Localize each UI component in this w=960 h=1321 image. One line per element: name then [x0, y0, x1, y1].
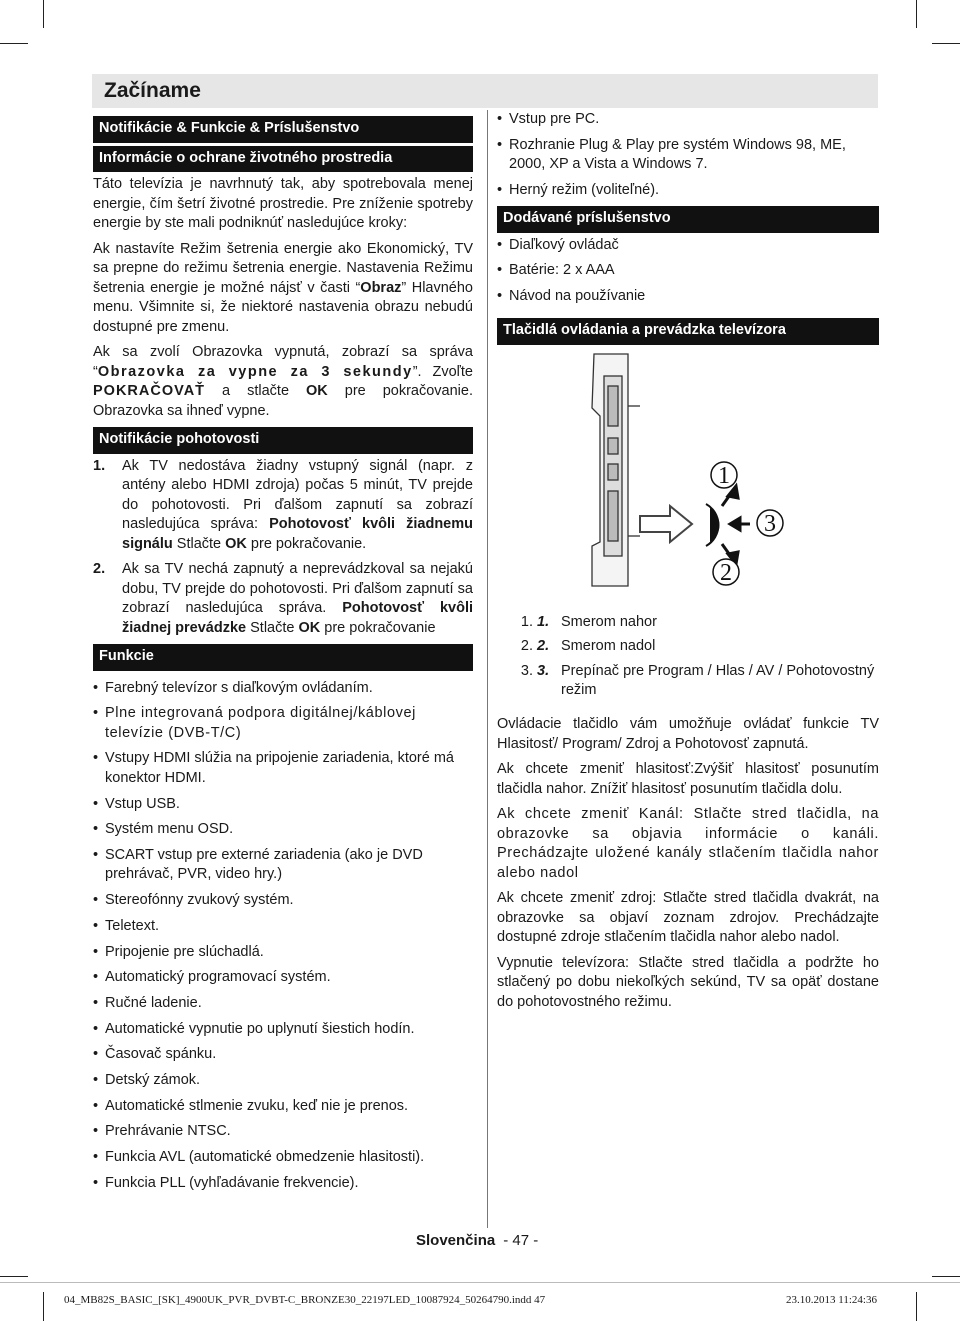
crop-mark [916, 1292, 917, 1321]
section-header-environment: Informácie o ochrane životného prostredia [93, 146, 473, 173]
crop-mark [43, 1292, 44, 1321]
crop-mark [43, 0, 44, 28]
accessories-list [497, 236, 879, 307]
list-item: • Automatické vypnutie po uplynutí šiestich hodín. [93, 1020, 473, 1040]
crop-mark [932, 1276, 960, 1277]
pointer-arrow-icon [640, 506, 692, 542]
page-title-bar [92, 74, 878, 108]
standby-list [93, 457, 473, 639]
paragraph-power-off: Vypnutie televízora: Stlačte stred tlačidla a podržte ho stlačený po dobu niekoľkých sekúnd, TV sa opäť dostane do pohotovostného režimu. [497, 954, 879, 1010]
tv-control-diagram [500, 346, 880, 594]
list-item: 1. 1. Smerom nahor [537, 613, 879, 633]
crop-mark [932, 43, 960, 44]
footer-language: Slovenčina - 47 - [416, 1232, 539, 1249]
file-info: 04_MB82S_BASIC_[SK]_4900UK_PVR_DVBT-C_BRONZE30_22197LED_10087924_50264790.indd 47 [64, 1294, 546, 1306]
right-column-lower [497, 598, 879, 1018]
list-item: • Detský zámok. [93, 1071, 473, 1091]
tv-side-panel [592, 354, 640, 586]
list-item: • Diaľkový ovládač [497, 236, 879, 256]
list-item: • Herný režim (voliteľné). [497, 181, 879, 201]
paragraph-volume: Ak chcete zmeniť hlasitosť:Zvýšiť hlasitosť posunutím tlačidla nahor. Znížiť hlasitosť posunutím tlačidla dolu. [497, 761, 879, 797]
list-item: 2. 2. Smerom nadol [537, 637, 879, 657]
list-item: • Vstupy HDMI slúžia na pripojenie zariadenia, ktoré má konektor HDMI. [93, 749, 473, 788]
section-header-features: Funkcie [93, 644, 473, 671]
list-item: • Prehrávanie NTSC. [93, 1122, 473, 1142]
file-date: 23.10.2013 11:24:36 [786, 1294, 877, 1306]
list-item: • Ručné ladenie. [93, 994, 473, 1014]
right-column [497, 110, 879, 348]
list-item: • Automatické stlmenie zvuku, keď nie je prenos. [93, 1097, 473, 1117]
list-item: • Farebný televízor s diaľkovým ovládaním. [93, 679, 473, 699]
list-item: 1. Ak TV nedostáva žiadny vstupný signál (napr. z antény alebo HDMI zdroja) počas 5 minút, TV prejde do pohotovosti. Pri ďalšom zapnutí sa zobrazí nasledujúca správa: Pohotovosť kvôli žiadnemu signálu Stlačte OK pre pokračovanie. [93, 457, 473, 552]
list-item: • Automatický programovací systém. [93, 968, 473, 988]
paragraph-screen-off: Ak sa zvolí Obrazovka vypnutá, zobrazí sa správa “Obrazovka za vypne za 3 sekundy”. Zvoľte POKRAČOVAŤ a stlačte OK pre pokračovanie. Obrazovka sa ihneď vypne. [93, 344, 473, 419]
list-item: • Vstup USB. [93, 795, 473, 815]
list-item: • SCART vstup pre externé zariadenia (ako je DVD prehrávač, PVR, video hry.) [93, 846, 473, 885]
list-item: • Plne integrovaná podpora digitálnej/káblovej televízie (DVB-T/C) [93, 704, 473, 743]
list-item: • Systém menu OSD. [93, 820, 473, 840]
list-item: • Funkcia PLL (vyhľadávanie frekvencie). [93, 1174, 473, 1194]
control-button-icon [706, 504, 719, 546]
section-header-notifications: Notifikácie & Funkcie & Príslušenstvo [93, 116, 473, 143]
footer-divider [0, 1282, 960, 1283]
list-item: • Rozhranie Plug & Play pre systém Windows 98, ME, 2000, XP a Vista a Windows 7. [497, 136, 879, 175]
crop-mark [916, 0, 917, 28]
paragraph-energy-intro: Táto televízia je navrhnutý tak, aby spotrebovala menej energie, čím šetrí životné prostredie. Pre zníženie spotreby energie by ste mali podniknúť nasledujúce kroky: [93, 176, 473, 231]
callout-3: 3 [764, 511, 776, 537]
page-title: Začíname [104, 79, 201, 102]
section-header-controls: Tlačidlá ovládania a prevádzka televízora [497, 318, 879, 345]
list-item: • Stereofónny zvukový systém. [93, 891, 473, 911]
crop-mark [0, 1276, 28, 1277]
paragraph-channel: Ak chcete zmeniť Kanál: Stlačte stred tlačidla, na obrazovke sa objavia informácie o kanáli. Prechádzajte uložené kanály stlačením tlačidla nahor alebo nadol [497, 806, 879, 881]
list-item: • Teletext. [93, 917, 473, 937]
left-column [93, 116, 473, 1199]
features-list [93, 679, 473, 1194]
page-number: - 47 - [503, 1232, 539, 1249]
arrow-icons [722, 486, 750, 564]
section-header-standby: Notifikácie pohotovosti [93, 427, 473, 454]
list-item: • Časovač spánku. [93, 1045, 473, 1065]
features-list-continued [497, 110, 879, 200]
callout-2: 2 [720, 560, 732, 586]
section-header-accessories: Dodávané príslušenstvo [497, 206, 879, 233]
list-item: • Návod na používanie [497, 287, 879, 307]
paragraph-controls-intro: Ovládacie tlačidlo vám umožňuje ovládať funkcie TV Hlasitosť/ Program/ Zdroj a Pohotovosť zapnutá. [497, 716, 879, 752]
controls-list [497, 613, 879, 701]
crop-mark [0, 43, 28, 44]
paragraph-source: Ak chcete zmeniť zdroj: Stlačte stred tlačidla dvakrát, na obrazovke sa objaví zoznam zdrojov. Prechádzajte dostupné zdroje stlačením tlačidla nahor alebo nadol. [497, 890, 879, 945]
list-item: • Batérie: 2 x AAA [497, 261, 879, 281]
list-item: • Vstup pre PC. [497, 110, 879, 130]
callout-1: 1 [718, 463, 730, 489]
column-divider [487, 110, 488, 1228]
list-item: • Pripojenie pre slúchadlá. [93, 943, 473, 963]
list-item: 2. Ak sa TV nechá zapnutý a neprevádzkoval sa nejakú dobu, TV prejde do pohotovosti. Pri ďalšom zapnutí sa zobrazí nasledujúca správa. Pohotovosť kvôli žiadnej prevádzke Stlačte OK pre pokračovanie [93, 561, 474, 636]
list-item: 3. 3. Prepínač pre Program / Hlas / AV / Pohotovostný režim [537, 662, 879, 701]
paragraph-energy-mode: Ak nastavíte Režim šetrenia energie ako Ekonomický, TV sa prepne do režimu šetrenia energie. Nastavenia Režimu šetrenia energie je možné nájsť v časti “Obraz” Hlavného menu. Všimnite si, že niektoré nastavenia obrazu nebudú dostupné pre zmenu. [93, 240, 473, 335]
list-item: • Funkcia AVL (automatické obmedzenie hlasitosti). [93, 1148, 473, 1168]
